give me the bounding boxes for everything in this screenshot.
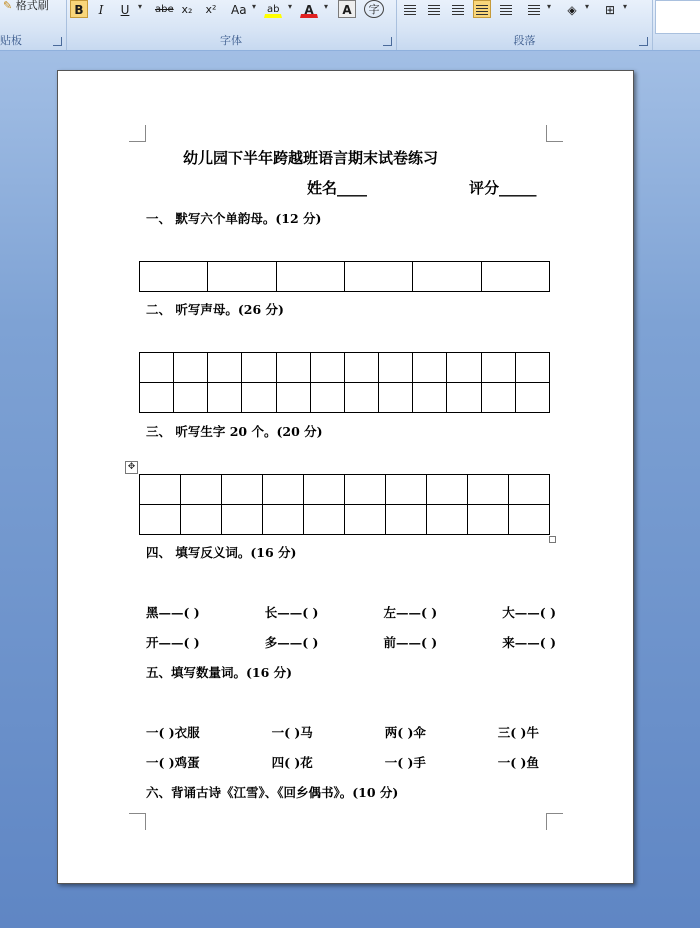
paragraph-group	[397, 0, 653, 50]
highlight-button[interactable]: ab	[264, 0, 282, 18]
table-cell[interactable]	[481, 353, 515, 383]
document-page[interactable]	[57, 70, 634, 884]
measure-word-item[interactable]: 一( )鸡蛋	[146, 755, 200, 770]
table-cell[interactable]	[140, 475, 181, 505]
question-4[interactable]: 四、 填写反义词。(16 分)	[146, 545, 297, 560]
measure-word-item[interactable]: 一( )手	[384, 755, 426, 770]
font-color-dropdown-icon[interactable]: ▾	[324, 2, 329, 11]
font-group-label: 字体	[220, 34, 242, 47]
clipboard-label: 贴板	[0, 34, 22, 47]
line-spacing-icon	[528, 5, 540, 15]
shading-button[interactable]	[563, 0, 581, 18]
measure-word-item[interactable]: 两( )伞	[384, 725, 426, 740]
table-cell[interactable]	[174, 383, 208, 413]
table-cell[interactable]	[310, 383, 344, 413]
table-cell[interactable]	[140, 353, 174, 383]
superscript-button[interactable]: x²	[205, 3, 217, 16]
highlight-dropdown-icon[interactable]: ▾	[288, 2, 293, 11]
table-cell[interactable]	[468, 505, 509, 535]
strikethrough-button[interactable]: abe	[155, 4, 174, 15]
table-cell[interactable]	[413, 383, 447, 413]
antonym-item[interactable]: 来——( )	[502, 635, 556, 650]
table-cell[interactable]	[515, 353, 549, 383]
change-case-dropdown-icon[interactable]: ▾	[252, 2, 257, 11]
table-cell[interactable]	[208, 262, 276, 292]
table-cell[interactable]	[344, 353, 378, 383]
table-cell[interactable]	[481, 383, 515, 413]
table-cell[interactable]	[310, 353, 344, 383]
line-spacing-button[interactable]	[525, 0, 543, 18]
margin-mark-bottom-right	[546, 813, 563, 830]
brush-icon: ✎	[3, 0, 13, 12]
enclose-characters-button[interactable]: 字	[364, 0, 384, 18]
margin-mark-top-right	[546, 125, 563, 142]
antonym-item[interactable]: 多——( )	[264, 635, 319, 650]
borders-icon: ⊞	[604, 3, 616, 17]
table-move-icon[interactable]: ✥	[125, 461, 138, 474]
format-painter-button[interactable]: ✎ 格式刷	[3, 0, 49, 12]
paint-bucket-icon: ◈	[567, 3, 577, 17]
paragraph-group-label: 段落	[513, 34, 536, 47]
name-field[interactable]: 姓名____	[307, 179, 368, 197]
measure-word-item[interactable]: 四( )花	[271, 755, 313, 770]
table-cell[interactable]	[481, 262, 549, 292]
score-field[interactable]: 评分_____	[469, 179, 537, 197]
table-cell[interactable]	[379, 383, 413, 413]
measure-word-row[interactable]	[146, 753, 539, 771]
align-right-icon	[452, 5, 464, 15]
distribute-button[interactable]	[497, 0, 515, 18]
table-cell[interactable]	[304, 475, 345, 505]
table-cell[interactable]	[222, 475, 263, 505]
table-cell[interactable]	[181, 505, 222, 535]
antonym-item[interactable]: 长——( )	[264, 605, 319, 620]
measure-word-row[interactable]	[146, 723, 539, 741]
table-cell[interactable]	[509, 475, 550, 505]
table-cell[interactable]	[427, 505, 468, 535]
table-cell[interactable]	[379, 353, 413, 383]
table-cell[interactable]	[413, 262, 481, 292]
measure-word-item[interactable]: 一( )鱼	[497, 755, 539, 770]
table-cell[interactable]	[181, 475, 222, 505]
table-cell[interactable]	[263, 475, 304, 505]
font-launcher-icon[interactable]	[383, 37, 392, 46]
table-cell[interactable]	[515, 383, 549, 413]
table-cell[interactable]	[345, 475, 386, 505]
table-cell[interactable]	[344, 383, 378, 413]
table-cell[interactable]	[509, 505, 550, 535]
table-cell[interactable]	[276, 353, 310, 383]
justify-button[interactable]	[473, 0, 491, 18]
characters-table[interactable]	[139, 474, 550, 535]
table-cell[interactable]	[468, 475, 509, 505]
borders-button[interactable]	[601, 0, 619, 18]
antonym-row[interactable]	[146, 603, 556, 621]
table-cell[interactable]	[140, 262, 208, 292]
table-cell[interactable]	[386, 505, 427, 535]
table-cell[interactable]	[242, 383, 276, 413]
borders-dropdown-icon[interactable]: ▾	[623, 2, 628, 11]
question-2[interactable]: 二、 听写声母。(26 分)	[146, 302, 284, 317]
question-6[interactable]: 六、背诵古诗《江雪》、《回乡偶书》。(10 分)	[146, 785, 399, 800]
vowel-table[interactable]	[139, 261, 550, 292]
styles-gallery[interactable]	[655, 0, 700, 34]
initials-table[interactable]	[139, 352, 550, 413]
antonym-item[interactable]: 左——( )	[383, 605, 438, 620]
margin-mark-bottom-left	[129, 813, 146, 830]
clipboard-group	[0, 0, 67, 50]
shading-dropdown-icon[interactable]: ▾	[585, 2, 590, 11]
table-resize-handle[interactable]	[549, 536, 556, 543]
table-cell[interactable]	[140, 505, 181, 535]
antonym-row[interactable]	[146, 633, 556, 651]
character-shading-button[interactable]: A	[338, 0, 356, 18]
italic-button[interactable]: I	[98, 3, 104, 17]
measure-word-item[interactable]: 一( )马	[271, 725, 313, 740]
question-3[interactable]: 三、 听写生字 20 个。(20 分)	[146, 424, 323, 439]
underline-button[interactable]: U	[120, 3, 130, 17]
table-cell[interactable]	[345, 505, 386, 535]
table-cell[interactable]	[447, 353, 481, 383]
align-center-icon	[428, 5, 440, 15]
align-left-button[interactable]	[401, 0, 419, 18]
measure-word-item[interactable]: 一( )衣服	[146, 725, 200, 740]
antonym-item[interactable]: 前——( )	[383, 635, 438, 650]
align-right-button[interactable]	[449, 0, 467, 18]
table-cell[interactable]	[344, 262, 412, 292]
table-cell[interactable]	[222, 505, 263, 535]
align-center-button[interactable]	[425, 0, 443, 18]
margin-mark-top-left	[129, 125, 146, 142]
distribute-icon	[500, 5, 512, 15]
ribbon	[0, 0, 700, 51]
bold-button[interactable]: B	[70, 0, 88, 18]
table-cell[interactable]	[413, 353, 447, 383]
table-cell[interactable]	[447, 383, 481, 413]
paragraph-launcher-icon[interactable]	[639, 37, 648, 46]
table-cell[interactable]	[208, 353, 242, 383]
question-5[interactable]: 五、填写数量词。(16 分)	[146, 665, 293, 680]
table-cell[interactable]	[276, 262, 344, 292]
table-cell[interactable]	[304, 505, 345, 535]
underline-dropdown-icon[interactable]: ▾	[138, 2, 143, 11]
question-1[interactable]: 一、 默写六个单韵母。(12 分)	[146, 211, 322, 226]
clipboard-launcher-icon[interactable]	[53, 37, 62, 46]
table-cell[interactable]	[263, 505, 304, 535]
antonym-item[interactable]: 开——( )	[146, 635, 200, 650]
document-title[interactable]: 幼儿园下半年跨越班语言期末试卷练习	[183, 149, 439, 167]
antonym-item[interactable]: 大——( )	[502, 605, 556, 620]
table-cell[interactable]	[174, 353, 208, 383]
table-cell[interactable]	[427, 475, 468, 505]
table-cell[interactable]	[386, 475, 427, 505]
align-left-icon	[404, 5, 416, 15]
table-cell[interactable]	[276, 383, 310, 413]
font-group	[66, 0, 397, 50]
antonym-item[interactable]: 黑——( )	[146, 605, 200, 620]
subscript-button[interactable]: x₂	[181, 3, 193, 16]
justify-icon	[476, 5, 488, 15]
line-spacing-dropdown-icon[interactable]: ▾	[547, 2, 552, 11]
table-cell[interactable]	[208, 383, 242, 413]
table-cell[interactable]	[140, 383, 174, 413]
change-case-button[interactable]: Aa	[231, 3, 247, 17]
measure-word-item[interactable]: 三( )牛	[497, 725, 539, 740]
table-cell[interactable]	[242, 353, 276, 383]
font-color-button[interactable]: A	[300, 0, 318, 18]
